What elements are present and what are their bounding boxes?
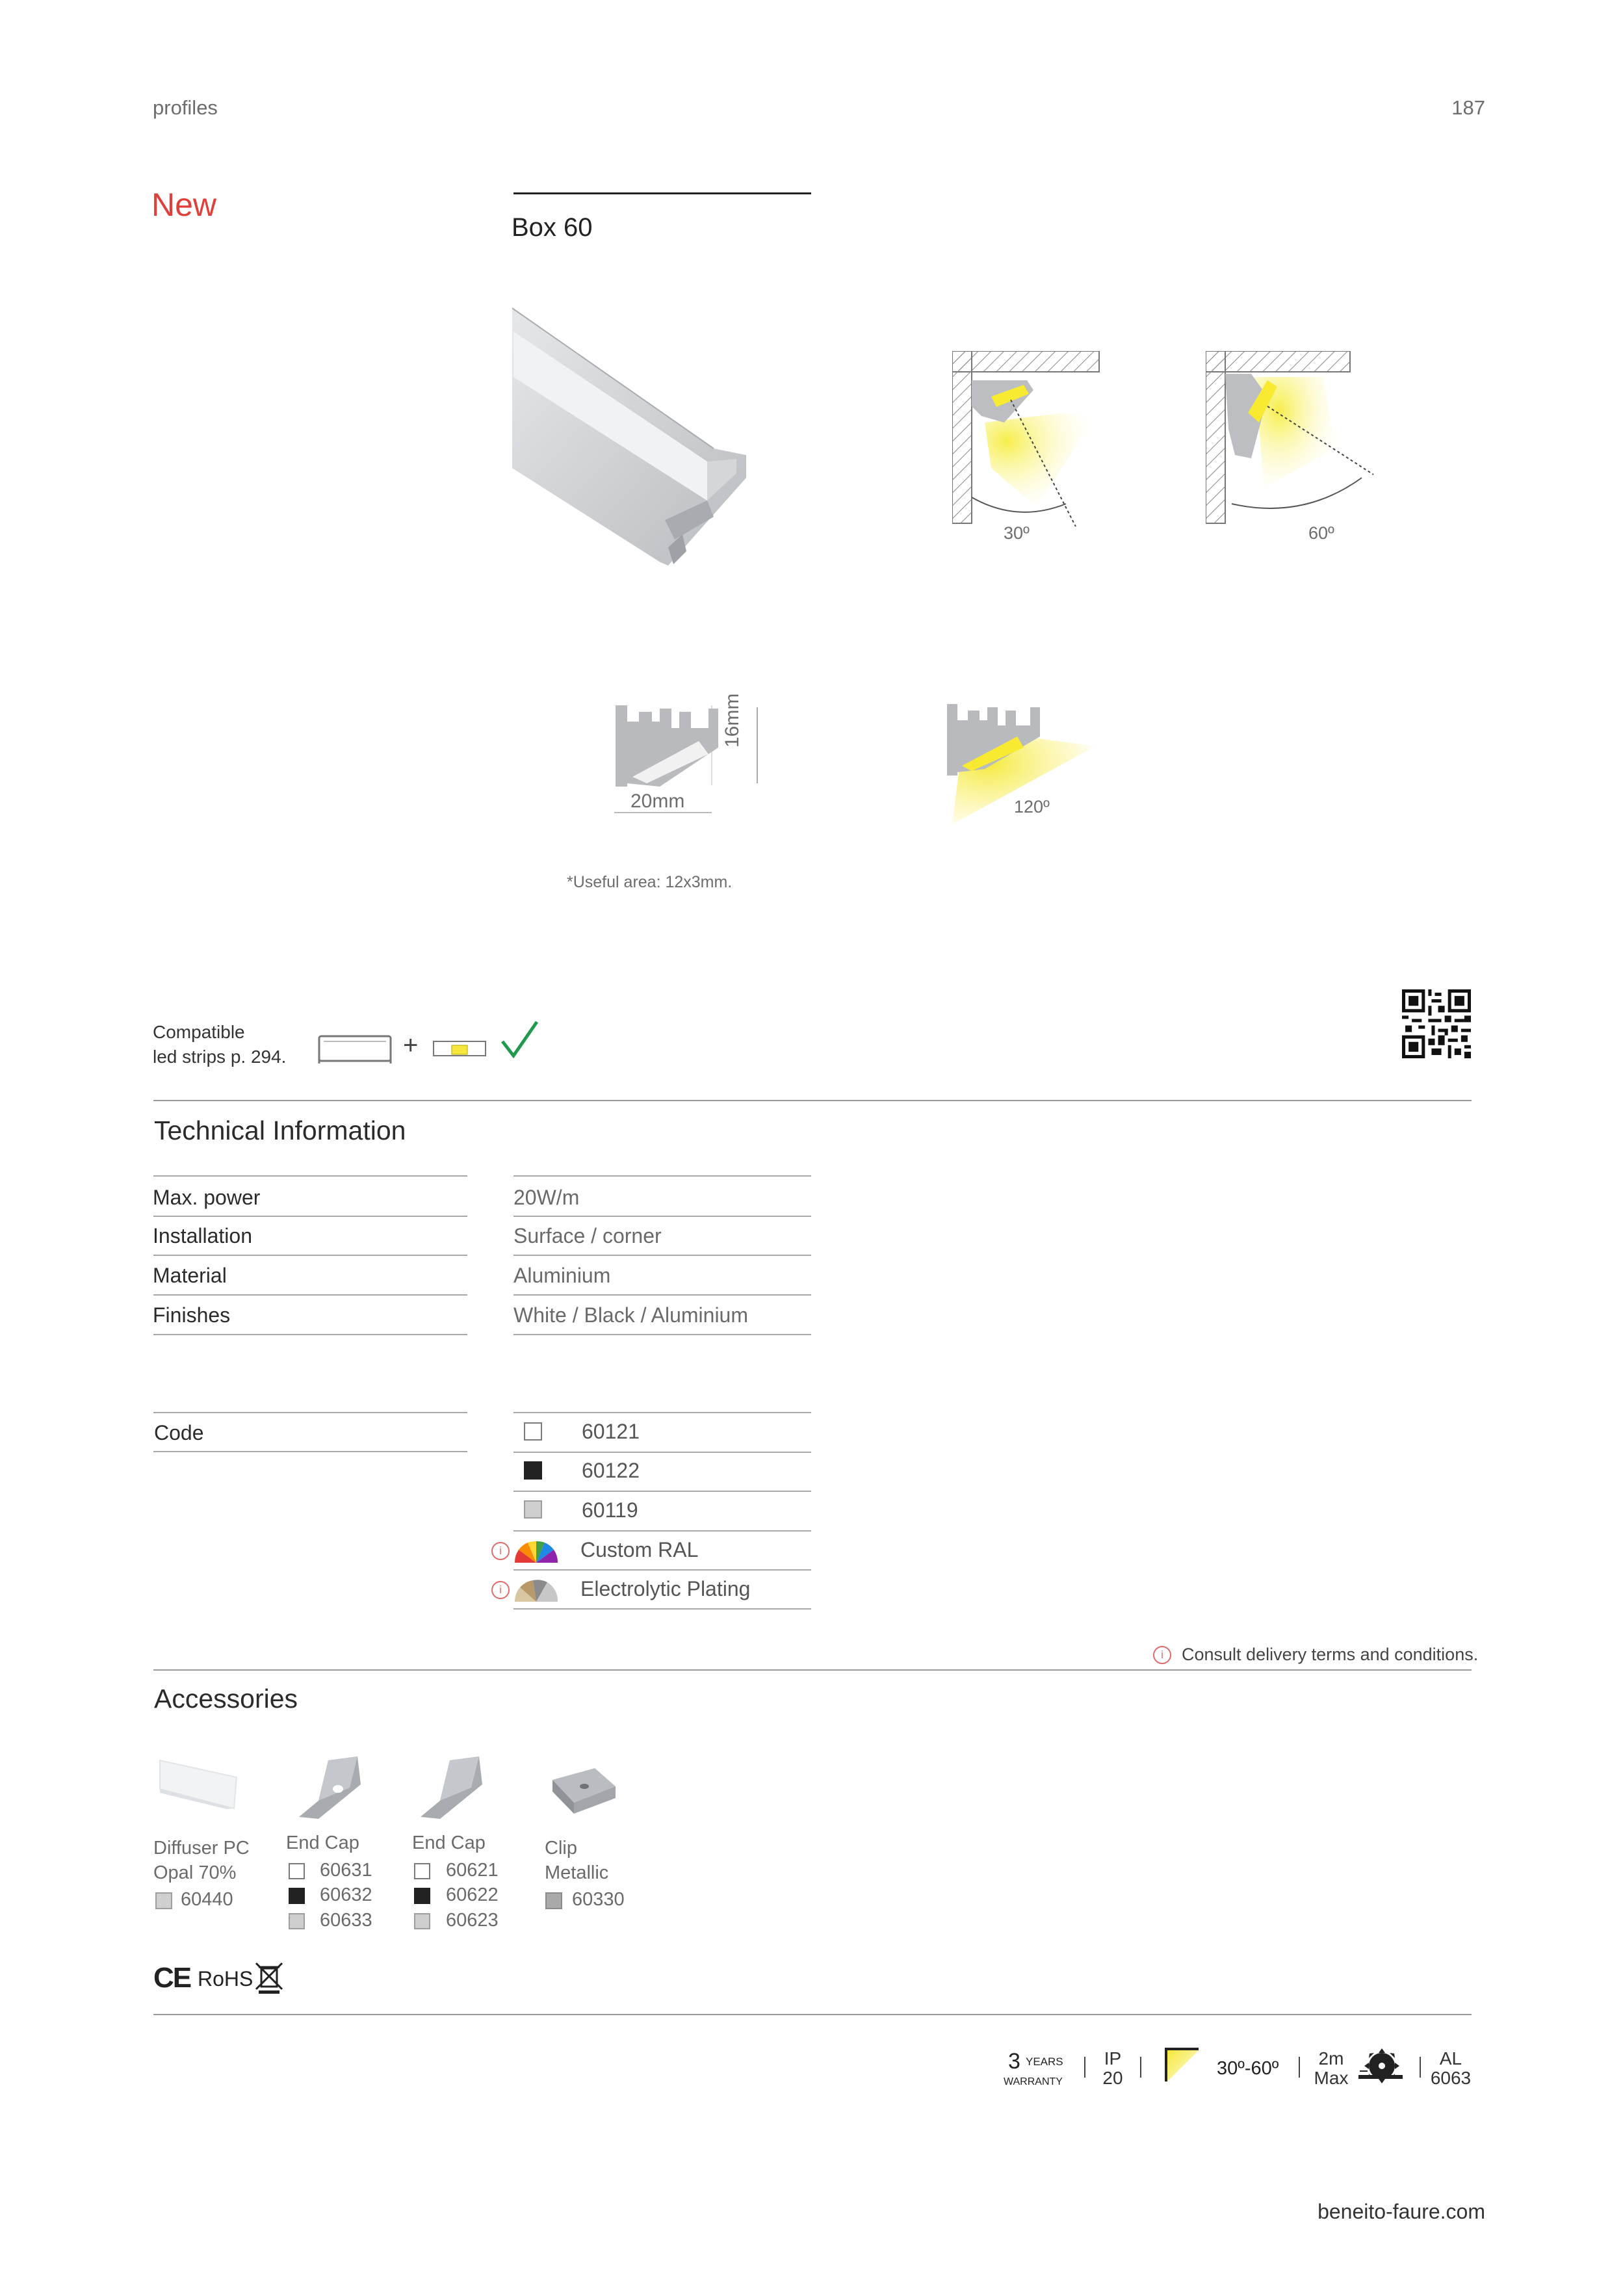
- product-photo: [512, 306, 753, 566]
- clip-name-1: Clip: [545, 1838, 577, 1859]
- product-title: Box 60: [512, 213, 593, 242]
- clip-code: 60330: [572, 1889, 625, 1910]
- beam-angles: 30º-60º: [1217, 2058, 1279, 2079]
- separator: [1084, 2057, 1085, 2078]
- diffuser-name-1: Diffuser PC: [153, 1838, 250, 1859]
- end-cap-2-name: End Cap: [412, 1833, 486, 1853]
- spec-rule: [153, 1216, 467, 1217]
- end-cap-2-code-white: 60621: [446, 1860, 499, 1881]
- end-cap-1-name: End Cap: [286, 1833, 359, 1853]
- spec-value-material: Aluminium: [513, 1264, 611, 1287]
- spec-rule: [513, 1294, 811, 1296]
- swatch-white: [414, 1863, 430, 1879]
- end-cap-2-code-aluminium: 60623: [446, 1910, 499, 1931]
- spec-value-max-power: 20W/m: [513, 1186, 580, 1209]
- end-cap-1-code-aluminium: 60633: [320, 1910, 372, 1931]
- qr-code[interactable]: [1402, 989, 1471, 1058]
- spec-rule: [153, 1294, 467, 1296]
- footer-rule: [153, 2014, 1472, 2015]
- title-rule: [513, 192, 811, 194]
- warranty-years: YEARS: [1026, 2055, 1063, 2068]
- code-white: 60121: [582, 1420, 640, 1443]
- alloy-value: 6063: [1430, 2068, 1472, 2088]
- check-icon: [499, 1019, 539, 1061]
- clip-image: [549, 1767, 617, 1816]
- length-label: Max: [1314, 2068, 1349, 2088]
- swatch-aluminium: [289, 1913, 305, 1929]
- code-rule: [513, 1569, 811, 1571]
- ip-label: IP: [1104, 2048, 1122, 2068]
- swatch-grey: [545, 1892, 562, 1909]
- saw-blade-icon: [1357, 2048, 1404, 2087]
- compatible-line-1: Compatible: [153, 1022, 245, 1042]
- warranty-number: 3: [1008, 2049, 1020, 2074]
- swatch-black: [414, 1888, 430, 1904]
- warranty-word: WARRANTY: [1004, 2076, 1063, 2087]
- section-label: profiles: [153, 96, 218, 119]
- code-rule: [513, 1491, 811, 1492]
- swatch-white: [524, 1422, 542, 1441]
- spec-rule: [513, 1216, 811, 1217]
- color-wheel-icon: [513, 1537, 559, 1564]
- end-cap-1-code-white: 60631: [320, 1860, 372, 1881]
- info-icon[interactable]: i: [1153, 1646, 1171, 1664]
- rohs-label: RoHS: [198, 1967, 253, 1990]
- code-black: 60122: [582, 1459, 640, 1482]
- new-badge: New: [151, 187, 217, 223]
- end-cap-2-code-black: 60622: [446, 1885, 499, 1905]
- page-number: 187: [1451, 96, 1485, 119]
- alloy-label: AL: [1439, 2048, 1462, 2068]
- spec-value-installation: Surface / corner: [513, 1224, 662, 1247]
- code-rule: [153, 1412, 467, 1413]
- end-cap-image: [292, 1755, 364, 1820]
- code-aluminium: 60119: [582, 1498, 638, 1522]
- spec-rule: [513, 1255, 811, 1256]
- length-value: 2m: [1318, 2048, 1344, 2068]
- diffuser-name-2: Opal 70%: [153, 1862, 237, 1883]
- separator: [1299, 2057, 1300, 2078]
- height-dimension: 16mm: [721, 693, 743, 748]
- angle-30-label: 30º: [1004, 523, 1030, 543]
- led-strip-icon: [432, 1039, 488, 1058]
- width-dimension: 20mm: [630, 790, 685, 812]
- spec-rule: [153, 1334, 467, 1335]
- code-label: Code: [154, 1421, 204, 1444]
- end-cap-image: [417, 1755, 489, 1820]
- code-rule: [153, 1451, 467, 1452]
- ce-mark-icon: CE: [153, 1962, 191, 1994]
- diffuser-image: [159, 1759, 240, 1810]
- spec-label-material: Material: [153, 1264, 227, 1287]
- spec-rule: [153, 1175, 467, 1177]
- code-rule: [513, 1530, 811, 1532]
- ip-value: 20: [1102, 2068, 1123, 2088]
- useful-area-note: *Useful area: 12x3mm.: [567, 873, 733, 891]
- end-cap-1-code-black: 60632: [320, 1885, 372, 1905]
- separator: [1420, 2057, 1421, 2078]
- clip-name-2: Metallic: [545, 1862, 609, 1883]
- separator: [1140, 2057, 1141, 2078]
- info-icon[interactable]: i: [491, 1542, 510, 1560]
- swatch-aluminium: [155, 1892, 172, 1909]
- code-rule: [513, 1412, 811, 1413]
- spec-value-finishes: White / Black / Aluminium: [513, 1303, 748, 1327]
- plating-swatch-icon: [513, 1576, 559, 1603]
- spec-label-max-power: Max. power: [153, 1186, 261, 1209]
- angle-60-label: 60º: [1308, 523, 1334, 543]
- website-link[interactable]: beneito-faure.com: [1318, 2200, 1485, 2223]
- code-rule: [513, 1608, 811, 1610]
- diffuser-code: 60440: [181, 1889, 233, 1910]
- technical-top-rule: [153, 1100, 1472, 1101]
- option-electrolytic-plating: Electrolytic Plating: [580, 1577, 751, 1600]
- compatible-line-2: led strips p. 294.: [153, 1047, 287, 1067]
- spec-label-finishes: Finishes: [153, 1303, 231, 1327]
- spec-rule: [513, 1334, 811, 1335]
- plus-sign: +: [403, 1031, 419, 1060]
- swatch-aluminium: [414, 1913, 430, 1929]
- info-icon[interactable]: i: [491, 1581, 510, 1599]
- spec-rule: [513, 1175, 811, 1177]
- weee-bin-icon: [255, 1961, 283, 1994]
- beam-angle-icon: [1165, 2048, 1200, 2083]
- swatch-aluminium: [524, 1500, 542, 1519]
- swatch-black: [289, 1888, 305, 1904]
- swatch-white: [289, 1863, 305, 1879]
- profile-icon: [317, 1032, 393, 1065]
- diagram-60-mount: [1206, 351, 1381, 527]
- option-custom-ral: Custom RAL: [580, 1538, 699, 1561]
- diagram-30-mount: [952, 351, 1108, 527]
- accessories-title: Accessories: [154, 1684, 298, 1714]
- spec-label-installation: Installation: [153, 1224, 252, 1247]
- code-rule: [513, 1452, 811, 1453]
- swatch-black: [524, 1461, 542, 1480]
- accessories-top-rule: [153, 1669, 1472, 1671]
- technical-title: Technical Information: [154, 1115, 406, 1145]
- angle-120-label: 120º: [1014, 797, 1050, 816]
- delivery-note: Consult delivery terms and conditions.: [1182, 1645, 1479, 1664]
- spec-rule: [153, 1255, 467, 1256]
